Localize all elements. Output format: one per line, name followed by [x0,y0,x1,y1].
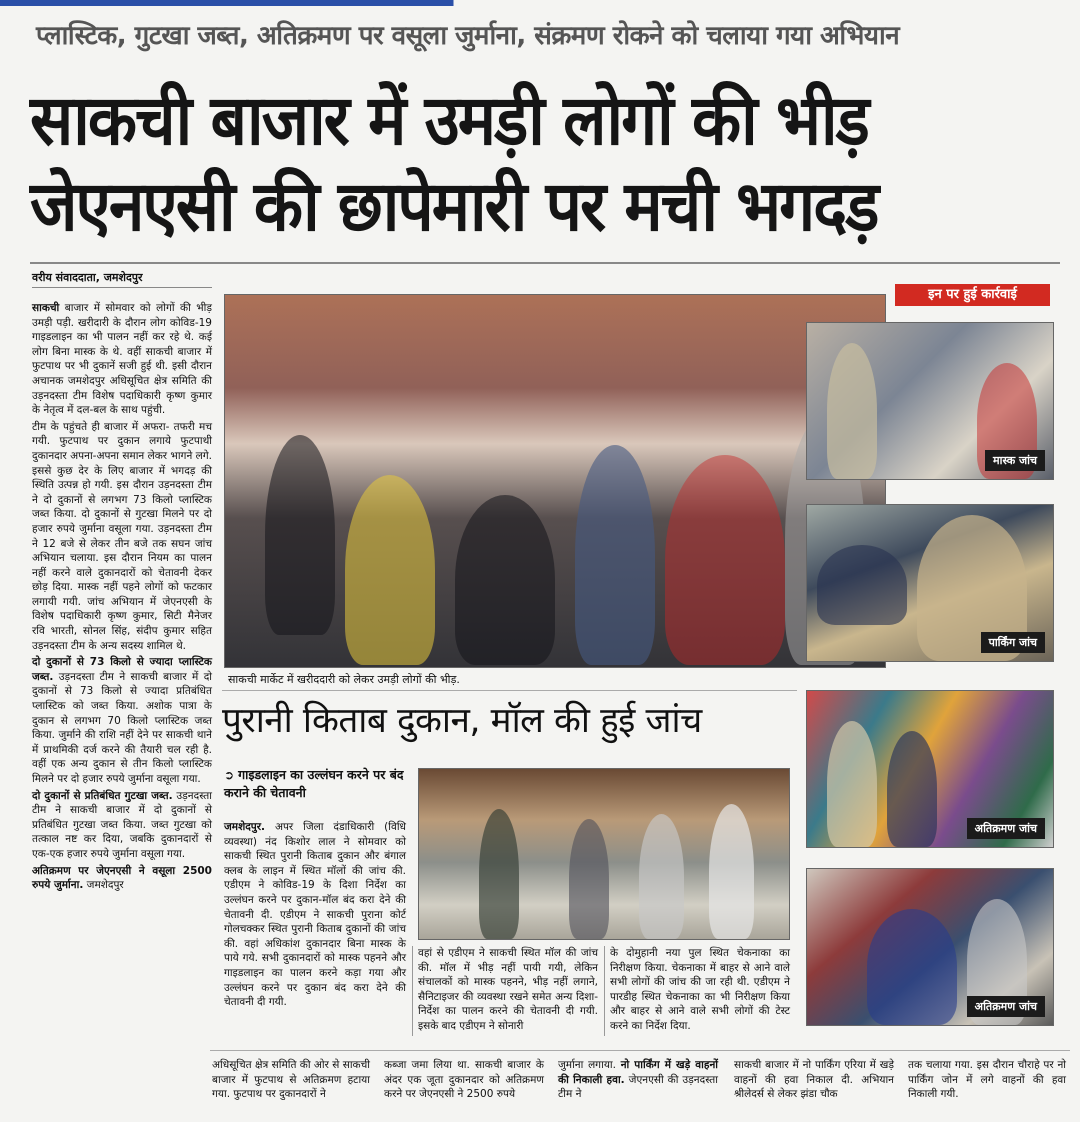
body-text: जमशेदपुर [83,879,124,892]
main-market-photo [224,294,886,668]
lead-text: दो दुकानों से प्रतिबंधित गुटखा जब्त. [32,789,173,802]
mid-column-1 [224,820,406,1012]
bottom-column-3 [558,1058,718,1104]
bottom-rule [210,1050,1070,1051]
body-text: जेएनएसी की उड़नदस्ता टीम ने [558,1073,718,1101]
photo-label: मास्क जांच [985,450,1045,471]
column-divider [604,946,605,1036]
bottom-column-2 [384,1058,544,1104]
column-divider [412,946,413,1036]
callout-text: गाइडलाइन का उल्लंघन करने पर बंद कराने की चेतावनी [224,767,404,800]
bottom-para-5: तक चलाया गया. इस दौरान चौराहे पर नो पार्किंग जोन में लगे वाहनों की हवा निकाली गयी. [908,1059,1066,1101]
lead-text: साकची [32,302,60,314]
mid-para-3: के दोमुहानी नया पुल स्थित चेकनाका का निरीक्षण किया. चेकनाका में बाहर से आने वाले सभी लोगों की जांच की जा रही थी. एडीएम ने पारडीह स्थित चेकनाका का भी निरीक्षण किया और बाहर से आने वाले सभी लोगों की टेस्ट करने का निर्देश दिया. [610,947,790,1032]
photo-label: पार्किंग जांच [981,632,1045,653]
bottom-para-4: साकची बाजार में नो पार्किंग एरिया में खड़े वाहनों की हवा निकाल दी. अभियान श्रीलेदर्स से लेकर झंडा चौक [734,1059,894,1101]
side-photo-mask-check [806,322,1054,480]
photo-label: अतिक्रमण जांच [967,818,1045,839]
body-text: टीम के पहुंचते ही बाजार में अफरा- तफरी मच गयी. फुटपाथ पर दुकान लगाये फुटपाथी दुकानदार अपना-अपना समान लेकर भागने लगे. इससे कुछ देर के लिए बाजार में भगदड़ की स्थिति उत्पन्न हो गयी. इस दौरान उड़नदस्ता टीम ने दो दुकानों से लगभग 73 किलो प्लास्टिक जब्त किया. दो दुकानों से गुटखा मिलने पर दो हजार रुपये जुर्माना वसूला गया. उड़नदस्ता टीम ने 12 बजे से लेकर तीन बजे तक सघन जांच अभियान चलाया. इस दौरान नियम का पालन नहीं करने वाले दुकानदारों को चेतावनी देकर छोड़ दिया. मास्क नहीं पहने लोगों को फटकार लगायी गयी. जांच अभियान में जेएनएसी के विशेष पदाधिकारी कृष्ण कुमार, सिटी मैनेजर रवि भारती, सोनल सिंह, संदीप कुमार सहित उड़नदस्ता टीम के अन्य सदस्य शामिल थे. [32,420,212,652]
side-photo-encroachment-check-1 [806,690,1054,848]
bottom-column-4 [734,1058,894,1104]
side-photo-encroachment-check-2 [806,868,1054,1026]
photo-label: अतिक्रमण जांच [967,996,1045,1017]
bottom-para-1: अधिसूचित क्षेत्र समिति की ओर से साकची बाजार में फुटपाथ से अतिक्रमण हटाया गया. फुटपाथ पर दुकानदारों ने [212,1059,371,1101]
callout [224,766,404,801]
top-color-rule [0,0,1080,6]
bottom-column-5 [908,1058,1066,1104]
byline-rule [32,287,212,288]
left-column [32,301,212,895]
subhead-rule [222,690,797,691]
byline: वरीय संवाददाता, जमशेदपुर [32,271,143,284]
lead-text: नो पार्किंग में खड़े वाहनों की निकाली हवा. [558,1059,718,1086]
side-photo-parking-check [806,504,1054,662]
body-text: उड़नदस्ता टीम ने साकची बाजार में दो दुकानों से 73 किलो से ज्यादा प्रतिबंधित प्लास्टिक को जब्त किया. अशोक पात्रा के दुकान से लगभग 70 किलो प्लास्टिक जब्त किया. जुर्माने की राशि नहीं देने पर साकची थाने में प्राथमिकी दर्ज करने की तैयारी चल रही है. वहीं एक अन्य दुकान से तीन किलो प्लास्टिक मिलने पर दो हजार रुपये जुर्माना वसूला गया. [32,670,212,785]
side-header: इन पर हुई कार्रवाई [895,284,1050,306]
bottom-column-1 [212,1058,370,1104]
mid-para-1 [224,820,406,1010]
left-para-1 [32,301,212,418]
mid-column-2 [418,946,598,1036]
left-para-3 [32,655,212,786]
headline-line-2: जेएनएसी की छापेमारी पर मची भगदड़ [30,167,878,248]
arrow-icon: ➲ [224,768,235,782]
body-text: जुर्माना लगाया. [558,1059,616,1071]
mid-para-2: वहां से एडीएम ने साकची स्थित मॉल की जांच की. मॉल में भीड़ नहीं पायी गयी, लेकिन संचालकों को मास्क पहनने, भीड़ नहीं लगाने, सैनिटाइजर की व्यवस्था रखने समेत अन्य दिशा-निर्देश का पालन करने की चेतावनी दी गयी. इसके बाद एडीएम ने सोनारी [418,947,598,1032]
main-photo-caption: साकची मार्केट में खरीददारी को लेकर उमड़ी लोगों की भीड़. [228,673,460,686]
sub-headline: पुरानी किताब दुकान, मॉल की हुई जांच [222,701,702,741]
headline-line-1: साकची बाजार में उमड़ी लोगों की भीड़ [30,81,868,162]
body-text: बाजार में सोमवार को लोगों की भीड़ उमड़ी पड़ी. खरीदारी के दौरान लोग कोविड-19 गाइडलाइन का भी पालन नहीं कर रहे थे. कई लोग बिना मास्क के थे. वहीं साकची बाजार में फुटपाथ पर भी दुकानें सजी हुई थी. इसी दौरान अचानक जमशेदपुर अधिसूचित क्षेत्र समिति की उड़नदस्ता टीम विशेष पदाधिकारी कृष्ण कुमार के नेतृत्व में दल-बल के साथ पहुंची. [32,302,212,417]
body-text: अपर जिला दंडाधिकारी (विधि व्यवस्था) नंद किशोर लाल ने सोमवार को साकची स्थित पुरानी किताब दुकान और बंगाल क्लब के लाइन में स्थित मॉलों की जांच की. एडीएम ने कोविड-19 के दिशा निर्देश का उल्लंघन करने पर दुकान-मॉल बंद करा देने की चेतावनी दी. एडीएम ने साकची पुराना कोर्ट गोलचक्कर स्थित पुरानी किताब दुकानों की जांच की. वहां अधिकांश दुकानदार बिना मास्क के पाये गये. सभी दुकानदारों को मास्क पहनने और गाइडलाइन का पालन करने कड़ा गया और उल्लंघन करने पर दुकान बंद करा देने की चेतावनी दी गयी. [224,821,406,1009]
lead-text: अतिक्रमण पर जेएनएसी ने वसूला 2500 रुपये जुर्माना. [32,864,212,892]
headline-rule [30,262,1060,264]
mid-column-3 [610,946,790,1036]
body-text: उड़नदस्ता टीम ने साकची बाजार में दो दुकानों से प्रतिबंधित गुटखा जब्त किया. जब्त गुटखा को तत्काल नष्ट कर दिया, जबकि दुकानदारों से एक-एक हजार रुपये जुर्माना वसूला गया. [32,789,212,860]
left-para-5 [32,864,212,893]
bookshop-inspection-photo [418,768,790,940]
bottom-para-3 [558,1058,718,1102]
lead-text: दो दुकानों से 73 किलो से ज्यादा प्लास्टिक जब्त. [32,656,212,683]
lead-text: जमशेदपुर. [224,821,266,833]
bottom-para-2: कब्जा जमा लिया था. साकची बाजार के अंदर एक जूता दुकानदार को अतिक्रमण करने पर जेएनएसी ने 2500 रुपये [384,1059,544,1101]
kicker: प्लास्टिक, गुटखा जब्त, अतिक्रमण पर वसूला जुर्माना, संक्रमण रोकने को चलाया गया अभियान [36,21,900,51]
left-para-2 [32,420,212,654]
left-para-4 [32,789,212,862]
